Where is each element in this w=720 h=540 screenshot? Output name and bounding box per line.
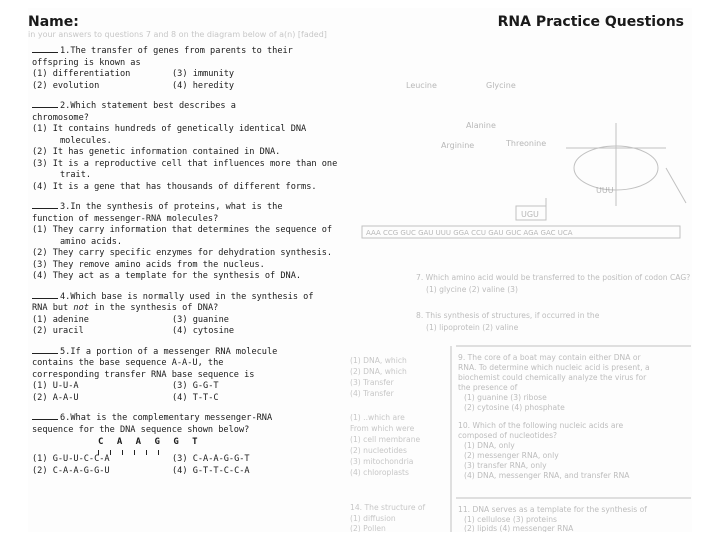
answer-option: (3) immunity [172, 69, 235, 79]
answer-option: (2) A-A-U [32, 392, 79, 403]
bleed-line-text: (1) DNA, only [464, 441, 515, 450]
question-number: 4. [60, 291, 71, 302]
answer-blank[interactable] [32, 107, 58, 108]
question-stem-line: function of messenger-RNA molecules? [32, 213, 219, 224]
question-stem-line: sequence for the DNA sequence shown below? [32, 424, 250, 435]
question-3 [32, 202, 342, 283]
bleed-codon-strip: AAA CCG GUC GAU UUU GGA CCU GAU GUC AGA GAC UCA [366, 229, 573, 237]
answer-option: (2) C-A-A-G-G-U [32, 465, 110, 476]
question-stem-line: offspring is known as [32, 57, 141, 68]
bleed-line-text: (1) guanine (3) ribose [464, 393, 547, 402]
answer-option: (2) evolution [32, 80, 100, 91]
bleed-left-text: 14. The structure of [350, 503, 426, 512]
bleed-through-area [346, 28, 692, 532]
bleed-line-text: (1) glycine (2) valine (3) [426, 285, 518, 294]
answer-option: (1) U-U-A [32, 381, 79, 391]
answer-option: (4) heredity [172, 80, 235, 91]
bleed-line-text: 11. DNA serves as a template for the synthesis of [458, 505, 647, 514]
answer-option: (1) G-U-U-C-C-A [32, 454, 110, 464]
bleed-left-text: (2) nucleotides [350, 446, 407, 455]
bleed-line-text: (2) messenger RNA, only [464, 451, 559, 460]
bleed-left-text: (1) DNA, which [350, 356, 407, 365]
bleed-left-text: (4) Transfer [350, 389, 394, 398]
answer-option: (2) It has genetic information contained in DNA. [32, 147, 281, 157]
question-stem-line: chromosome? [32, 112, 89, 123]
answer-option: (3) guanine [172, 314, 229, 325]
answer-option: (1) differentiation [32, 69, 131, 79]
bleed-line-text: 7. Which amino acid would be transferred to the position of codon CAG? [416, 273, 691, 282]
answer-option: (4) It is a gene that has thousands of different forms. [32, 181, 317, 192]
answer-option: (4) G-T-T-C-C-A [172, 465, 250, 476]
answer-blank[interactable] [32, 353, 58, 354]
question-stem-part: RNA but [32, 303, 69, 313]
bleed-label: UGU [521, 210, 539, 219]
question-number: 1. [60, 46, 71, 56]
question-stem-line: What is the complementary messenger-RNA [70, 413, 273, 423]
bleed-label: Alanine [466, 121, 496, 130]
page-title: RNA Practice Questions [497, 14, 684, 30]
bleed-label: Glycine [486, 81, 516, 90]
bleed-left-text: (3) mitochondria [350, 457, 414, 466]
bleed-label: Threonine [506, 139, 547, 148]
bleed-label: Arginine [441, 141, 475, 150]
bleed-top-line: in your answers to questions 7 and 8 on the diagram below of a(n) [faded] [28, 30, 327, 39]
answer-option: (1) It contains hundreds of genetically identical DNA molecules. [32, 124, 307, 146]
bleed-line-text: the presence of [458, 383, 518, 392]
answer-option: (3) G-G-T [172, 381, 219, 391]
bleed-line-text: (1) lipoprotein (2) valine [426, 323, 519, 332]
bleed-left-text: (1) cell membrane [350, 435, 421, 444]
question-number: 6. [60, 413, 71, 423]
bleed-left-text: (2) DNA, which [350, 367, 407, 376]
worksheet-page [28, 8, 692, 532]
bleed-line-text: (4) DNA, messenger RNA, and transfer RNA [464, 471, 630, 480]
question-stem-emphasis: not [73, 303, 89, 313]
question-4 [32, 292, 342, 338]
question-stem-line: In the synthesis of proteins, what is the [70, 202, 283, 212]
bleed-line-text: RNA. To determine which nucleic acid is present, a [458, 363, 650, 372]
question-stem-part: in the synthesis of DNA? [94, 303, 219, 313]
answer-option: (3) C-A-A-G-G-T [172, 454, 250, 464]
answer-option: (2) They carry specific enzymes for dehydration synthesis. [32, 248, 333, 258]
answer-option: (4) T-T-C [172, 392, 219, 403]
question-stem-line: corresponding transfer RNA base sequence is [32, 369, 255, 380]
bleed-left-text: (3) Transfer [350, 378, 394, 387]
bleed-line-text: (2) cytosine (4) phosphate [464, 403, 565, 412]
question-6 [32, 413, 342, 477]
bleed-left-text: (2) Pollen [350, 524, 386, 532]
bleed-line-text: 9. The core of a boat may contain either DNA or [458, 353, 641, 362]
bleed-left-text: (1) diffusion [350, 514, 396, 523]
bleed-line-text: (1) cellulose (3) proteins [464, 515, 557, 524]
answer-option: (3) It is a reproductive cell that influences more than one trait. [32, 158, 338, 180]
answer-option: (1) They carry information that determines the sequence of amino acids. [32, 225, 333, 247]
bleed-line-text: 8. This synthesis of structures, if occurred in the [416, 311, 600, 320]
bleed-label: Leucine [406, 81, 437, 90]
question-stem-line: contains the base sequence A-A-U, the [32, 358, 224, 368]
question-stem-line: Which base is normally used in the synthesis of [70, 291, 314, 302]
question-number: 5. [60, 346, 71, 357]
bleed-left-text: From which were [350, 424, 415, 433]
bleed-line-text: (2) lipids (4) messenger RNA [464, 524, 574, 532]
question-2 [32, 101, 342, 193]
questions-column [32, 46, 342, 486]
answer-option: (1) adenine [32, 314, 89, 325]
question-number: 2. [60, 101, 71, 111]
answer-option: (3) They remove amino acids from the nucleus. [32, 259, 265, 270]
answer-blank[interactable] [32, 298, 58, 299]
question-1 [32, 46, 342, 92]
question-stem-line: Which statement best describes a [70, 101, 236, 111]
bleed-line [666, 168, 686, 203]
bleed-left-text: (4) chloroplasts [350, 468, 409, 477]
dna-sequence: C A A G G T [98, 437, 202, 447]
bleed-diagram [346, 28, 692, 532]
question-5 [32, 347, 342, 405]
bleed-line-text: (3) transfer RNA, only [464, 461, 547, 470]
question-stem-line: The transfer of genes from parents to their [70, 46, 293, 56]
bleed-left-text: (1) ..which are [350, 413, 405, 422]
answer-blank[interactable] [32, 52, 58, 53]
name-label: Name: [28, 14, 79, 30]
bleed-line-text: composed of nucleotides? [458, 431, 558, 440]
answer-option: (2) uracil [32, 326, 84, 336]
bleed-label: UUU [596, 186, 614, 195]
bleed-line-text: biochemist could chemically analyze the virus for [458, 373, 647, 382]
answer-option: (4) They act as a template for the synthesis of DNA. [32, 271, 302, 281]
bleed-line-text: 10. Which of the following nucleic acids are [458, 421, 624, 430]
answer-blank[interactable] [32, 208, 58, 209]
answer-option: (4) cytosine [172, 326, 235, 336]
question-number: 3. [60, 202, 71, 212]
answer-blank[interactable] [32, 419, 58, 420]
question-stem-line: If a portion of a messenger RNA molecule [70, 346, 278, 357]
